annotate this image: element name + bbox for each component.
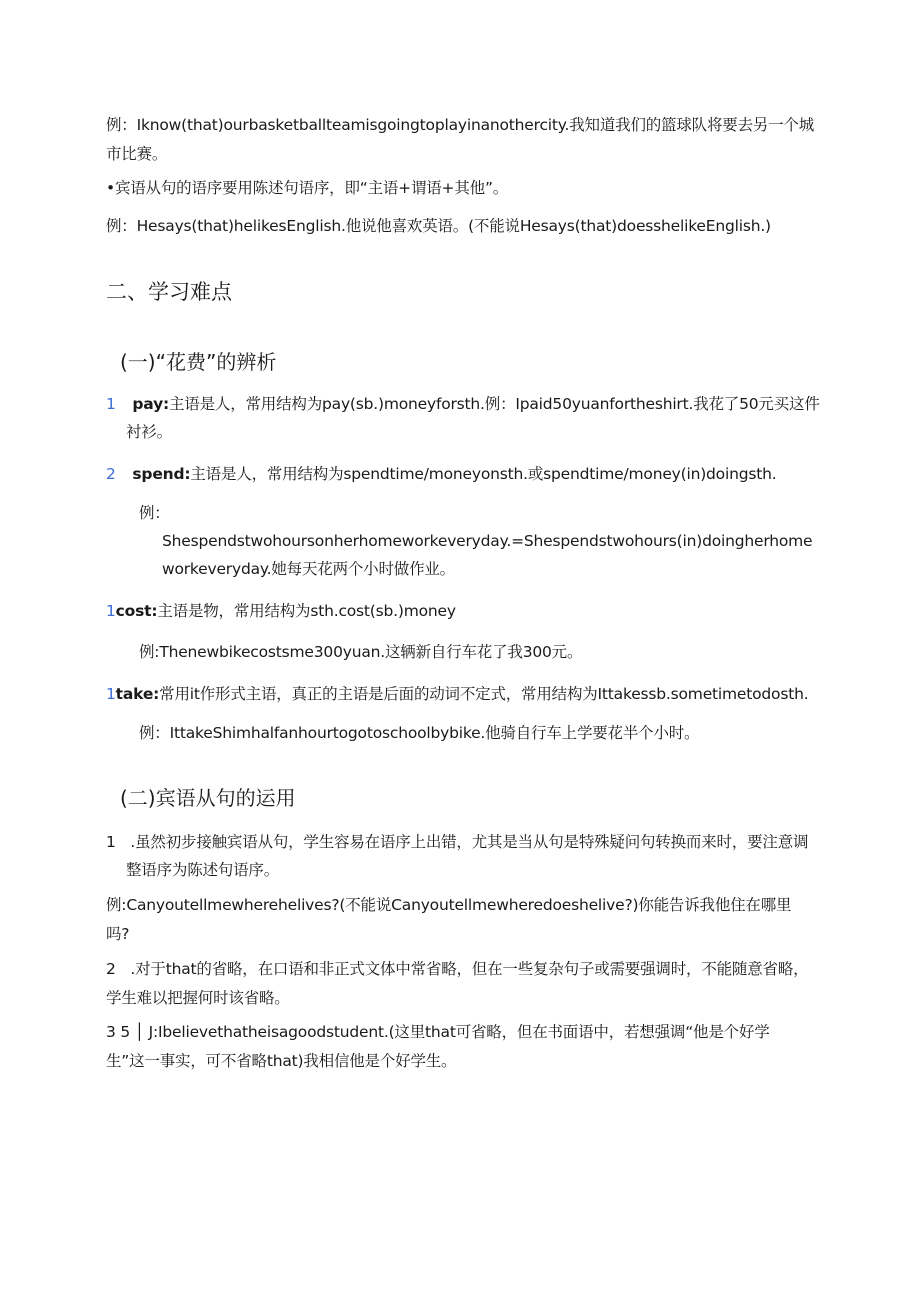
item-number: 1 [106,395,116,413]
example-sentence-cont: workeveryday.她每天花两个小时做作业。 [162,560,455,578]
example-sentence: 例：Hesays(that)helikesEnglish.他说他喜欢英语。(不能说Hesays(that)doesshelikeEnglish.) [106,217,771,235]
paragraph-text-cont: 学生难以把握何时该省略。 [106,989,290,1007]
item-text: 主语是人，常用结构为spendtime/moneyonsth.或spendtime/money(in)doingsth. [190,465,777,483]
paragraph-1 [106,831,808,853]
example-sentence: 例:Canyoutellmewherehelives?(不能说Canyoutellmewheredoeshelive?)你能告诉我他住在哪里 [106,896,792,914]
item-keyword: take: [115,685,160,703]
item-keyword: cost: [115,602,158,620]
list-item-take [106,683,808,705]
paragraph-text-cont: 整语序为陈述句语序。 [126,861,280,879]
example-sentence-cont: 市比赛。 [106,145,168,163]
example-sentence-cont: 吗? [106,925,130,943]
paragraph-text: Ibelievethatheisagoodstudent.(这里that可省略，但在书面语中，若想强调“他是个好学 [158,1023,770,1041]
paragraph-text-cont: 生”这一事实，可不省略that)我相信他是个好学生。 [106,1052,457,1070]
item-text: 主语是人，常用结构为pay(sb.)moneyforsth.例：Ipaid50yuanfortheshirt.我花了50元买这件 [169,395,820,413]
item-number: 1 [106,602,116,620]
subsection-heading: (一)“花费”的辨析 [120,350,277,374]
paragraph-3 [106,1021,770,1043]
subsection-heading: (二)宾语从句的运用 [120,786,296,810]
item-text: 主语是物，常用结构为sth.cost(sb.)money [157,602,456,620]
item-number: 2 [106,465,116,483]
paragraph-number: 1 [106,833,116,851]
list-item-pay [106,393,820,415]
item-text-cont: 衬衫。 [126,423,172,441]
list-item-cost [106,600,456,622]
example-sentence: 例：Iknow(that)ourbasketballteamisgoingtoplayinanothercity.我知道我们的篮球队将要去另一个城 [106,116,815,134]
paragraph-text: .虽然初步接触宾语从句，学生容易在语序上出错，尤其是当从句是特殊疑问句转换而来时，要注意调 [130,833,809,851]
item-keyword: pay: [132,395,169,413]
item-text: 常用it作形式主语，真正的主语是后面的动词不定式，常用结构为Ittakessb.sometimetodosth. [159,685,809,703]
item-number: 1 [106,685,116,703]
example-sentence: Shespendstwohoursonherhomeworkeveryday.=Shespendstwohours(in)doingherhome [162,532,813,550]
example-label: 例： [139,504,170,522]
section-heading: 二、学习难点 [106,280,232,304]
paragraph-2 [106,958,808,980]
example-sentence: 例：IttakeShimhalfanhourtogotoschoolbybike.他骑自行车上学要花半个小时。 [139,724,700,742]
paragraph-number: 2 [106,960,116,978]
word-order-rule: •宾语从句的语序要用陈述句语序，即“主语+谓语+其他”。 [106,179,509,197]
paragraph-prefix: 3 5 │ J: [106,1023,159,1041]
example-sentence: 例:Thenewbikecostsme300yuan.这辆新自行车花了我300元。 [139,643,583,661]
list-item-spend [106,463,776,485]
item-keyword: spend: [132,465,191,483]
paragraph-text: .对于that的省略，在口语和非正式文体中常省略，但在一些复杂句子或需要强调时，不能随意省略， [130,960,809,978]
